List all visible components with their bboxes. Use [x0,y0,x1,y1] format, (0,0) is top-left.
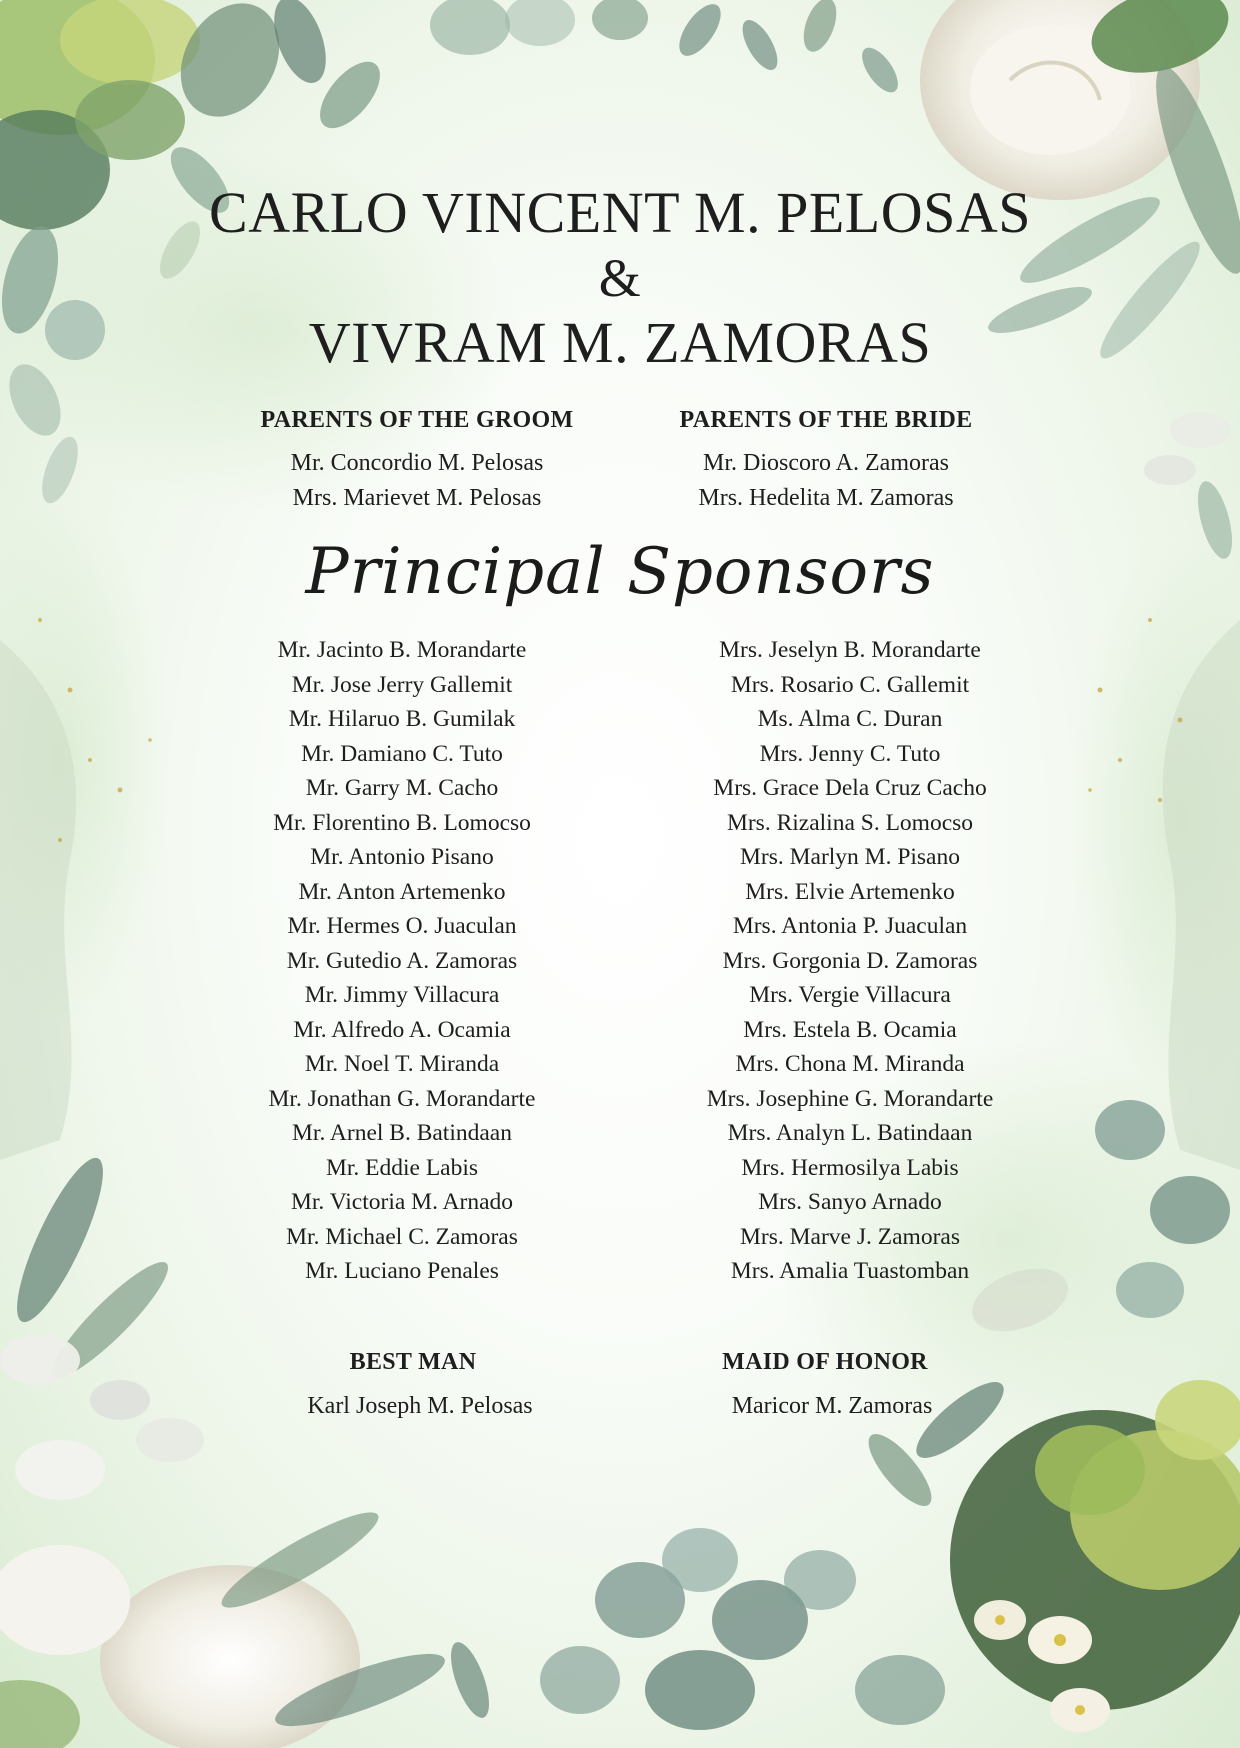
maid-of-honor-name: Maricor M. Zamoras [731,1393,933,1419]
list-item: Mr. Anton Artemenko [298,878,506,905]
list-item: Mrs. Estela B. Ocamia [743,1016,957,1043]
list-item: Mrs. Jeselyn B. Morandarte [719,637,981,663]
list-item: Mrs. Jenny C. Tuto [759,740,941,767]
maid-of-honor-heading: MAID OF HONOR [722,1349,928,1375]
parents-bride-names [616,446,1036,516]
list-item: Mrs. Antonia P. Juaculan [732,913,968,939]
parent-name: Mrs. Hedelita M. Zamoras [698,485,954,511]
list-item: Mr. Antonio Pisano [310,844,494,870]
list-item: Mr. Michael C. Zamoras [286,1223,518,1250]
list-item: Mr. Hilaruo B. Gumilak [288,706,516,732]
list-item: Mrs. Marve J. Zamoras [740,1223,960,1250]
list-item: Mr. Garry M. Cacho [305,775,499,801]
list-item: Mrs. Josephine G. Morandarte [706,1085,994,1112]
best-man-name: Karl Joseph M. Pelosas [307,1393,533,1419]
list-item: Mrs. Chona M. Miranda [735,1051,965,1077]
list-item: Mr. Luciano Penales [305,1258,499,1284]
list-item: Mr. Florentino B. Lomocso [273,809,531,836]
parent-name: Mrs. Marievet M. Pelosas [292,485,542,511]
list-item: Mr. Arnel B. Batindaan [292,1120,512,1146]
list-item: Mr. Gutedio A. Zamoras [286,947,518,974]
list-item: Mr. Eddie Labis [325,1154,479,1181]
list-item: Mr. Alfredo A. Ocamia [293,1016,511,1043]
list-item: Mr. Jonathan G. Morandarte [268,1085,536,1112]
list-item: Mr. Hermes O. Juaculan [287,913,517,939]
maid-of-honor-block [622,1389,1042,1424]
list-item: Mrs. Sanyo Arnado [758,1189,942,1215]
best-man-block [210,1389,630,1424]
list-item: Mr. Jacinto B. Morandarte [277,637,527,663]
list-item: Mr. Jose Jerry Gallemit [291,671,513,698]
list-item: Mr. Damiano C. Tuto [301,740,503,767]
parents-groom-names [207,446,627,516]
list-item: Mrs. Rizalina S. Lomocso [726,809,974,836]
best-man-heading: BEST MAN [349,1349,477,1375]
list-item: Ms. Alma C. Duran [757,706,943,732]
groom-name: CARLO VINCENT M. PELOSAS [209,180,1031,245]
list-item: Mrs. Analyn L. Batindaan [727,1120,973,1146]
parent-name: Mr. Dioscoro A. Zamoras [703,450,949,476]
list-item: Mr. Jimmy Villacura [304,982,500,1008]
sponsors-left-list [182,633,622,1289]
parents-bride-heading: PARENTS OF THE BRIDE [679,407,973,433]
list-item: Mrs. Elvie Artemenko [745,878,955,905]
list-item: Mrs. Vergie Villacura [749,982,951,1008]
list-item: Mrs. Marlyn M. Pisano [740,844,960,870]
parents-groom-heading: PARENTS OF THE GROOM [260,407,574,433]
list-item: Mrs. Gorgonia D. Zamoras [722,947,978,974]
list-item: Mrs. Rosario C. Gallemit [730,671,970,698]
ampersand: & [598,248,642,308]
list-item: Mrs. Grace Dela Cruz Cacho [713,775,987,801]
sponsors-right-list [630,633,1070,1289]
parent-name: Mr. Concordio M. Pelosas [290,450,544,476]
principal-sponsors-heading: Principal Sponsors [305,535,935,609]
bride-name: VIVRAM M. ZAMORAS [308,310,932,375]
list-item: Mr. Noel T. Miranda [304,1051,500,1077]
list-item: Mrs. Amalia Tuastomban [730,1258,970,1284]
list-item: Mr. Victoria M. Arnado [290,1189,514,1215]
list-item: Mrs. Hermosilya Labis [741,1154,959,1181]
